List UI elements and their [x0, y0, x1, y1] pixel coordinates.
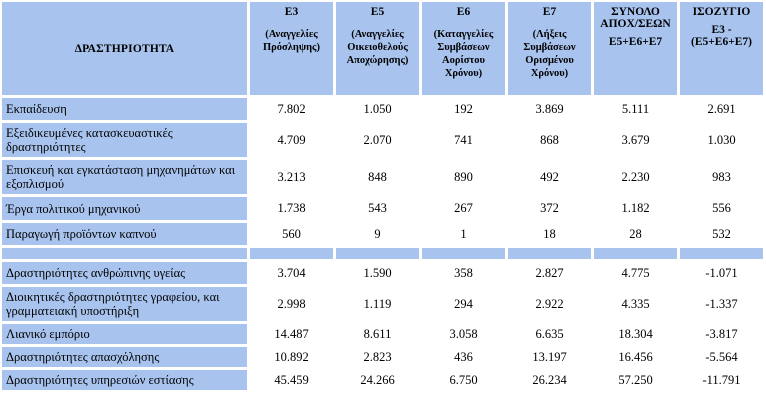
e5-cell: 9	[336, 223, 419, 245]
e6-cell: 6.750	[422, 370, 505, 390]
e6-cell: 741	[422, 123, 505, 157]
e3-cell: 10.892	[250, 347, 333, 367]
activity-cell: Δραστηριότητες απασχόλησης	[2, 347, 247, 367]
activity-cell: Λιανικό εμπόριο	[2, 324, 247, 344]
e7-cell: 492	[508, 160, 591, 194]
header-e3	[250, 2, 333, 95]
header-e3-desc: (Αναγγελίες Πρόσληψης)	[263, 29, 320, 53]
header-e7-desc: (Λήξεις Συμβάσεων Ορισμένου Χρόνου)	[523, 29, 576, 79]
total-cell: 18.304	[594, 324, 677, 344]
balance-cell: -1.071	[680, 262, 763, 284]
table-row	[2, 262, 763, 284]
balance-cell: 556	[680, 197, 763, 220]
total-cell: 2.230	[594, 160, 677, 194]
e5-cell: 543	[336, 197, 419, 220]
e7-cell: 6.635	[508, 324, 591, 344]
header-e6	[422, 2, 505, 95]
e7-cell: 868	[508, 123, 591, 157]
total-cell: 4.775	[594, 262, 677, 284]
table-row	[2, 197, 763, 220]
e5-cell: 1.119	[336, 287, 419, 321]
e5-cell: 8.611	[336, 324, 419, 344]
e3-cell: 1.738	[250, 197, 333, 220]
e6-cell: 436	[422, 347, 505, 367]
e7-cell: 2.922	[508, 287, 591, 321]
header-e5-desc: (Αναγγελίες Οικειοθελούς Αποχώρησης)	[346, 29, 409, 66]
header-balance-code: Ε3 -	[711, 24, 732, 36]
balance-cell: -5.564	[680, 347, 763, 367]
e6-cell: 890	[422, 160, 505, 194]
activity-cell: Επισκευή και εγκατάσταση μηχανημάτων και εξοπλισμού	[2, 160, 247, 194]
table-row	[2, 347, 763, 367]
balance-cell: 2.691	[680, 98, 763, 120]
activity-cell: Έργα πολιτικού μηχανικού	[2, 197, 247, 220]
header-e5	[336, 2, 419, 95]
e6-cell: 192	[422, 98, 505, 120]
e3-cell: 45.459	[250, 370, 333, 390]
balance-cell: 1.030	[680, 123, 763, 157]
total-cell: 28	[594, 223, 677, 245]
e6-cell: 294	[422, 287, 505, 321]
e6-cell: 358	[422, 262, 505, 284]
e6-cell: 1	[422, 223, 505, 245]
table-row	[2, 160, 763, 194]
header-e5-code: Ε5	[370, 6, 385, 18]
e7-cell: 2.827	[508, 262, 591, 284]
header-row	[2, 2, 763, 95]
total-cell: 57.250	[594, 370, 677, 390]
table-row	[2, 223, 763, 245]
balance-cell: -1.337	[680, 287, 763, 321]
separator-row	[2, 248, 763, 259]
e7-cell: 3.869	[508, 98, 591, 120]
header-activity: ΔΡΑΣΤΗΡΙΟΤΗΤΑ	[2, 2, 247, 95]
table-row	[2, 123, 763, 157]
table-row	[2, 324, 763, 344]
separator-cell	[594, 248, 677, 259]
header-balance-formula: (Ε5+Ε6+Ε7)	[690, 36, 753, 48]
e7-cell: 372	[508, 197, 591, 220]
balance-cell: -3.817	[680, 324, 763, 344]
e6-cell: 267	[422, 197, 505, 220]
header-total-title: ΣΥΝΟΛΟ ΑΠΟΧ/ΣΕΩΝ	[600, 6, 671, 30]
e5-cell: 1.050	[336, 98, 419, 120]
header-e6-desc: (Καταγγελίες Συμβάσεων Αορίστου Χρόνου)	[433, 29, 494, 79]
e3-cell: 3.704	[250, 262, 333, 284]
separator-cell	[2, 248, 247, 259]
separator-cell	[250, 248, 333, 259]
table-row	[2, 370, 763, 390]
e3-cell: 7.802	[250, 98, 333, 120]
e5-cell: 2.823	[336, 347, 419, 367]
balance-cell: 532	[680, 223, 763, 245]
total-cell: 1.182	[594, 197, 677, 220]
header-e6-code: Ε6	[456, 6, 471, 18]
e5-cell: 24.266	[336, 370, 419, 390]
activity-cell: Εξειδικευμένες κατασκευαστικές δραστηριότητες	[2, 123, 247, 157]
activity-cell: Εκπαίδευση	[2, 98, 247, 120]
header-balance	[680, 2, 763, 95]
activity-cell: Παραγωγή προϊόντων καπνού	[2, 223, 247, 245]
table-row	[2, 98, 763, 120]
header-total	[594, 2, 677, 95]
header-balance-title: ΙΣΟΖΥΓΙΟ	[692, 6, 751, 18]
e3-cell: 4.709	[250, 123, 333, 157]
e7-cell: 18	[508, 223, 591, 245]
separator-cell	[680, 248, 763, 259]
header-total-formula: Ε5+Ε6+Ε7	[608, 36, 663, 48]
total-cell: 16.456	[594, 347, 677, 367]
e3-cell: 560	[250, 223, 333, 245]
e7-cell: 26.234	[508, 370, 591, 390]
separator-cell	[336, 248, 419, 259]
total-cell: 4.335	[594, 287, 677, 321]
header-e3-code: Ε3	[284, 6, 299, 18]
balance-cell: 983	[680, 160, 763, 194]
e6-cell: 3.058	[422, 324, 505, 344]
e7-cell: 13.197	[508, 347, 591, 367]
e3-cell: 3.213	[250, 160, 333, 194]
activity-cell: Δραστηριότητες ανθρώπινης υγείας	[2, 262, 247, 284]
header-e7-code: Ε7	[542, 6, 557, 18]
e3-cell: 14.487	[250, 324, 333, 344]
e5-cell: 2.070	[336, 123, 419, 157]
balance-cell: -11.791	[680, 370, 763, 390]
header-e7	[508, 2, 591, 95]
e5-cell: 848	[336, 160, 419, 194]
total-cell: 5.111	[594, 98, 677, 120]
e5-cell: 1.590	[336, 262, 419, 284]
activity-cell: Δραστηριότητες υπηρεσιών εστίασης	[2, 370, 247, 390]
e3-cell: 2.998	[250, 287, 333, 321]
separator-cell	[508, 248, 591, 259]
separator-cell	[422, 248, 505, 259]
table-row	[2, 287, 763, 321]
total-cell: 3.679	[594, 123, 677, 157]
activity-cell: Διοικητικές δραστηριότητες γραφείου, και γραμματειακή υποστήριξη	[2, 287, 247, 321]
